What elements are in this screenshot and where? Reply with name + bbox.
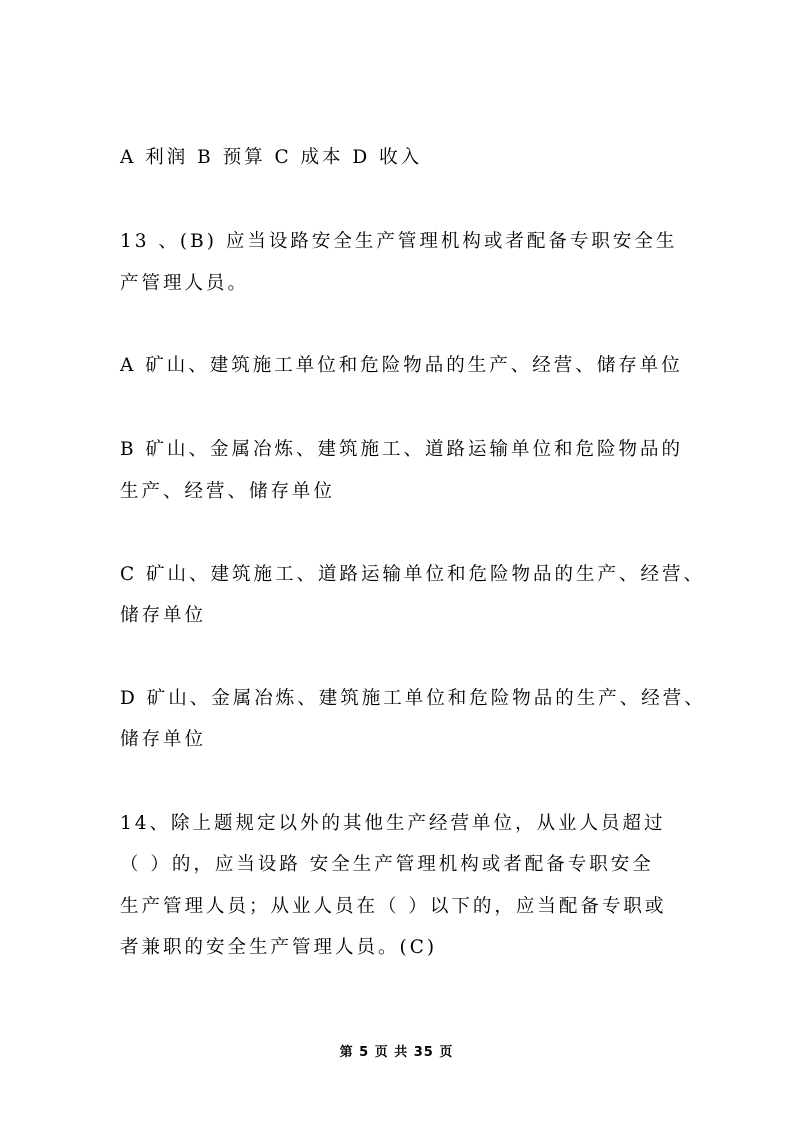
option-d-line-2: 储存单位 [120,729,207,750]
question-14-line-2: （ ）的，应当设路 安全生产管理机构或者配备专职安全 [120,854,654,875]
question-13-line-2: 产管理人员。 [120,273,250,294]
option-c-line-1: C 矿山、建筑施工、道路运输单位和危险物品的生产、经营、 [120,564,706,585]
page-footer: 第 5 页 共 35 页 [339,1045,454,1060]
option-d-line-1: D 矿山、金属冶炼、建筑施工单位和危险物品的生产、经营、 [120,688,706,709]
question-14-line-3: 生产管理人员；从业人员在（ ）以下的，应当配备专职或 [120,896,667,917]
answer-options-line: A 利润 B 预算 C 成本 D 收入 [120,147,423,168]
question-14-line-4: 者兼职的安全生产管理人员。(C) [120,937,438,958]
option-b-line-2: 生产、经营、储存单位 [120,481,336,502]
option-a-line: A 矿山、建筑施工单位和危险物品的生产、经营、储存单位 [120,355,683,376]
option-b-line-1: B 矿山、金属冶炼、建筑施工、道路运输单位和危险物品的 [120,439,683,460]
question-13-line-1: 13 、(B) 应当设路安全生产管理机构或者配备专职安全生 [120,231,678,252]
option-c-line-2: 储存单位 [120,605,207,626]
question-14-line-1: 14、除上题规定以外的其他生产经营单位，从业人员超过 [120,813,666,834]
